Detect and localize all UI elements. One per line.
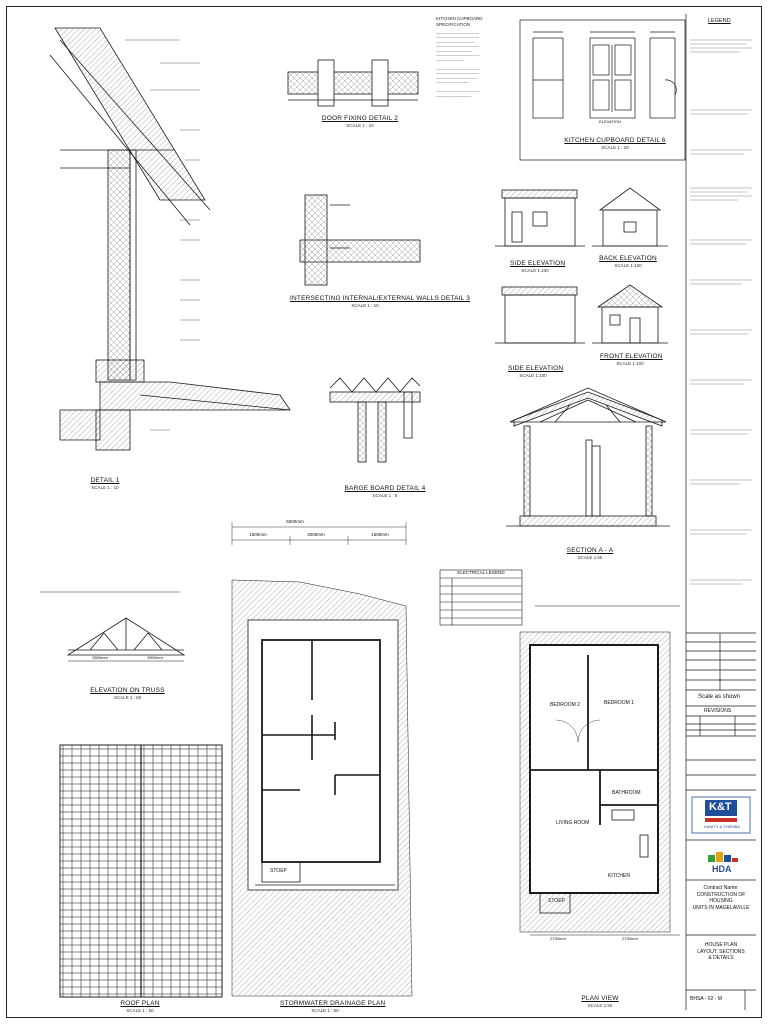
electrical-legend-title: ELECTRICAL LEGEND	[457, 570, 505, 575]
intersecting-walls-title: INTERSECTING INTERNAL/EXTERNAL WALLS DETAIL 3 SCALE 1 : 10	[290, 295, 471, 308]
dim-3000: 3000mm	[307, 532, 325, 537]
intersecting-walls-detail	[300, 195, 420, 285]
truss-drawing	[68, 618, 184, 661]
stormwater-plan-drawing	[232, 580, 412, 996]
side-elevation-2-title: SIDE ELEVATION SCALE 1:100	[508, 365, 564, 378]
barge-board-title: BARGE BOARD DETAIL 4 SCALE 1 : 5	[344, 485, 426, 498]
dim-1500-a: 1500mm	[249, 532, 267, 537]
dim-overall: 6000mm	[286, 519, 304, 524]
drawing-title-block: HOUSE PLAN LAYOUT, SECTIONS & DETAILS	[697, 942, 745, 961]
truss-dim-b: 3500mm	[147, 655, 163, 660]
contract-name-block: Contract Name: CONSTRUCTION OF HOUSING UNITS IN MAGELAVILLE	[692, 885, 750, 911]
electrical-legend-table	[440, 570, 522, 625]
room-living: LIVING ROOM	[556, 820, 590, 826]
company-name: KANITY & THEMBA	[704, 824, 740, 829]
front-elevation-title: FRONT ELEVATION SCALE 1:100	[600, 353, 663, 366]
side-elevation-2	[495, 287, 585, 343]
roof-plan-title: ROOF PLAN SCALE 1 : 50	[120, 1000, 160, 1013]
section-a-a-title: SECTION A - A SCALE 1:50	[566, 547, 614, 560]
side-elevation-1-title: SIDE ELEVATION SCALE 1:100	[510, 260, 566, 273]
spec-text-block: ───────────────── ───────────────── ─────────────── ───────────────── ────────────── ───────────────── ─────────── ───────────────── ───────────────── ──────────────── ───────────── ───────────────── ──────────────	[436, 32, 480, 99]
client-logo-text: HDA	[712, 864, 732, 874]
door-fixing-detail	[288, 60, 418, 106]
door-fixing-title: DOOR FIXING DETAIL 2 SCALE 1 : 10	[321, 115, 399, 128]
plan-dim-a: 2730mm	[550, 936, 566, 941]
dim-1500-b: 1500mm	[371, 532, 389, 537]
back-elevation-title: BACK ELEVATION SCALE 1:100	[599, 255, 657, 268]
front-elevation	[592, 285, 668, 343]
room-stoep-drainage: STOEP	[270, 868, 287, 874]
drawing-number: BHSA - 02 - M	[690, 996, 722, 1002]
plan-view-title: PLAN VIEW SCALE 1:50	[581, 995, 619, 1008]
legend-heading: LEGEND	[708, 18, 731, 24]
company-logo-text: K&T	[709, 801, 732, 813]
revisions-heading: REVISIONS	[704, 708, 732, 714]
room-stoep-plan: STOEP	[548, 898, 565, 904]
truss-title: ELEVATION ON TRUSS SCALE 1 : 50	[90, 687, 165, 700]
side-elevation-1	[495, 190, 585, 246]
room-kitchen: KITCHEN	[608, 873, 630, 879]
room-bathroom: BATHROOM	[612, 790, 641, 796]
plan-dim-b: 2730mm	[622, 936, 638, 941]
scale-label: Scale as shown	[698, 694, 741, 700]
detail-1-title: DETAIL 1 SCALE 1 : 10	[90, 477, 120, 490]
room-bedroom-1: BEDROOM 1	[604, 700, 635, 706]
kitchen-cupboard-spec: KITCHEN CUPBOARD SPECIFICATION	[436, 16, 483, 27]
kitchen-cupboard-title: KITCHEN CUPBOARD DETAIL 6 SCALE 1 : 20	[564, 137, 666, 150]
plan-view-drawing	[520, 606, 680, 935]
barge-board-detail	[330, 378, 420, 462]
truss-dim-a: 3500mm	[92, 655, 108, 660]
detail-1-drawing	[50, 28, 290, 450]
section-a-a	[506, 388, 670, 526]
room-bedroom-2: BEDROOM 2	[550, 702, 581, 708]
stormwater-plan-title: STORMWATER DRAINAGE PLAN SCALE 1 : 50	[280, 1000, 386, 1013]
roof-plan-drawing	[60, 745, 222, 997]
back-elevation	[592, 188, 668, 246]
cupboard-elevation-label: ELEVATION	[599, 119, 621, 124]
title-block-notes-lines	[690, 40, 752, 584]
hda-logo	[708, 852, 738, 862]
